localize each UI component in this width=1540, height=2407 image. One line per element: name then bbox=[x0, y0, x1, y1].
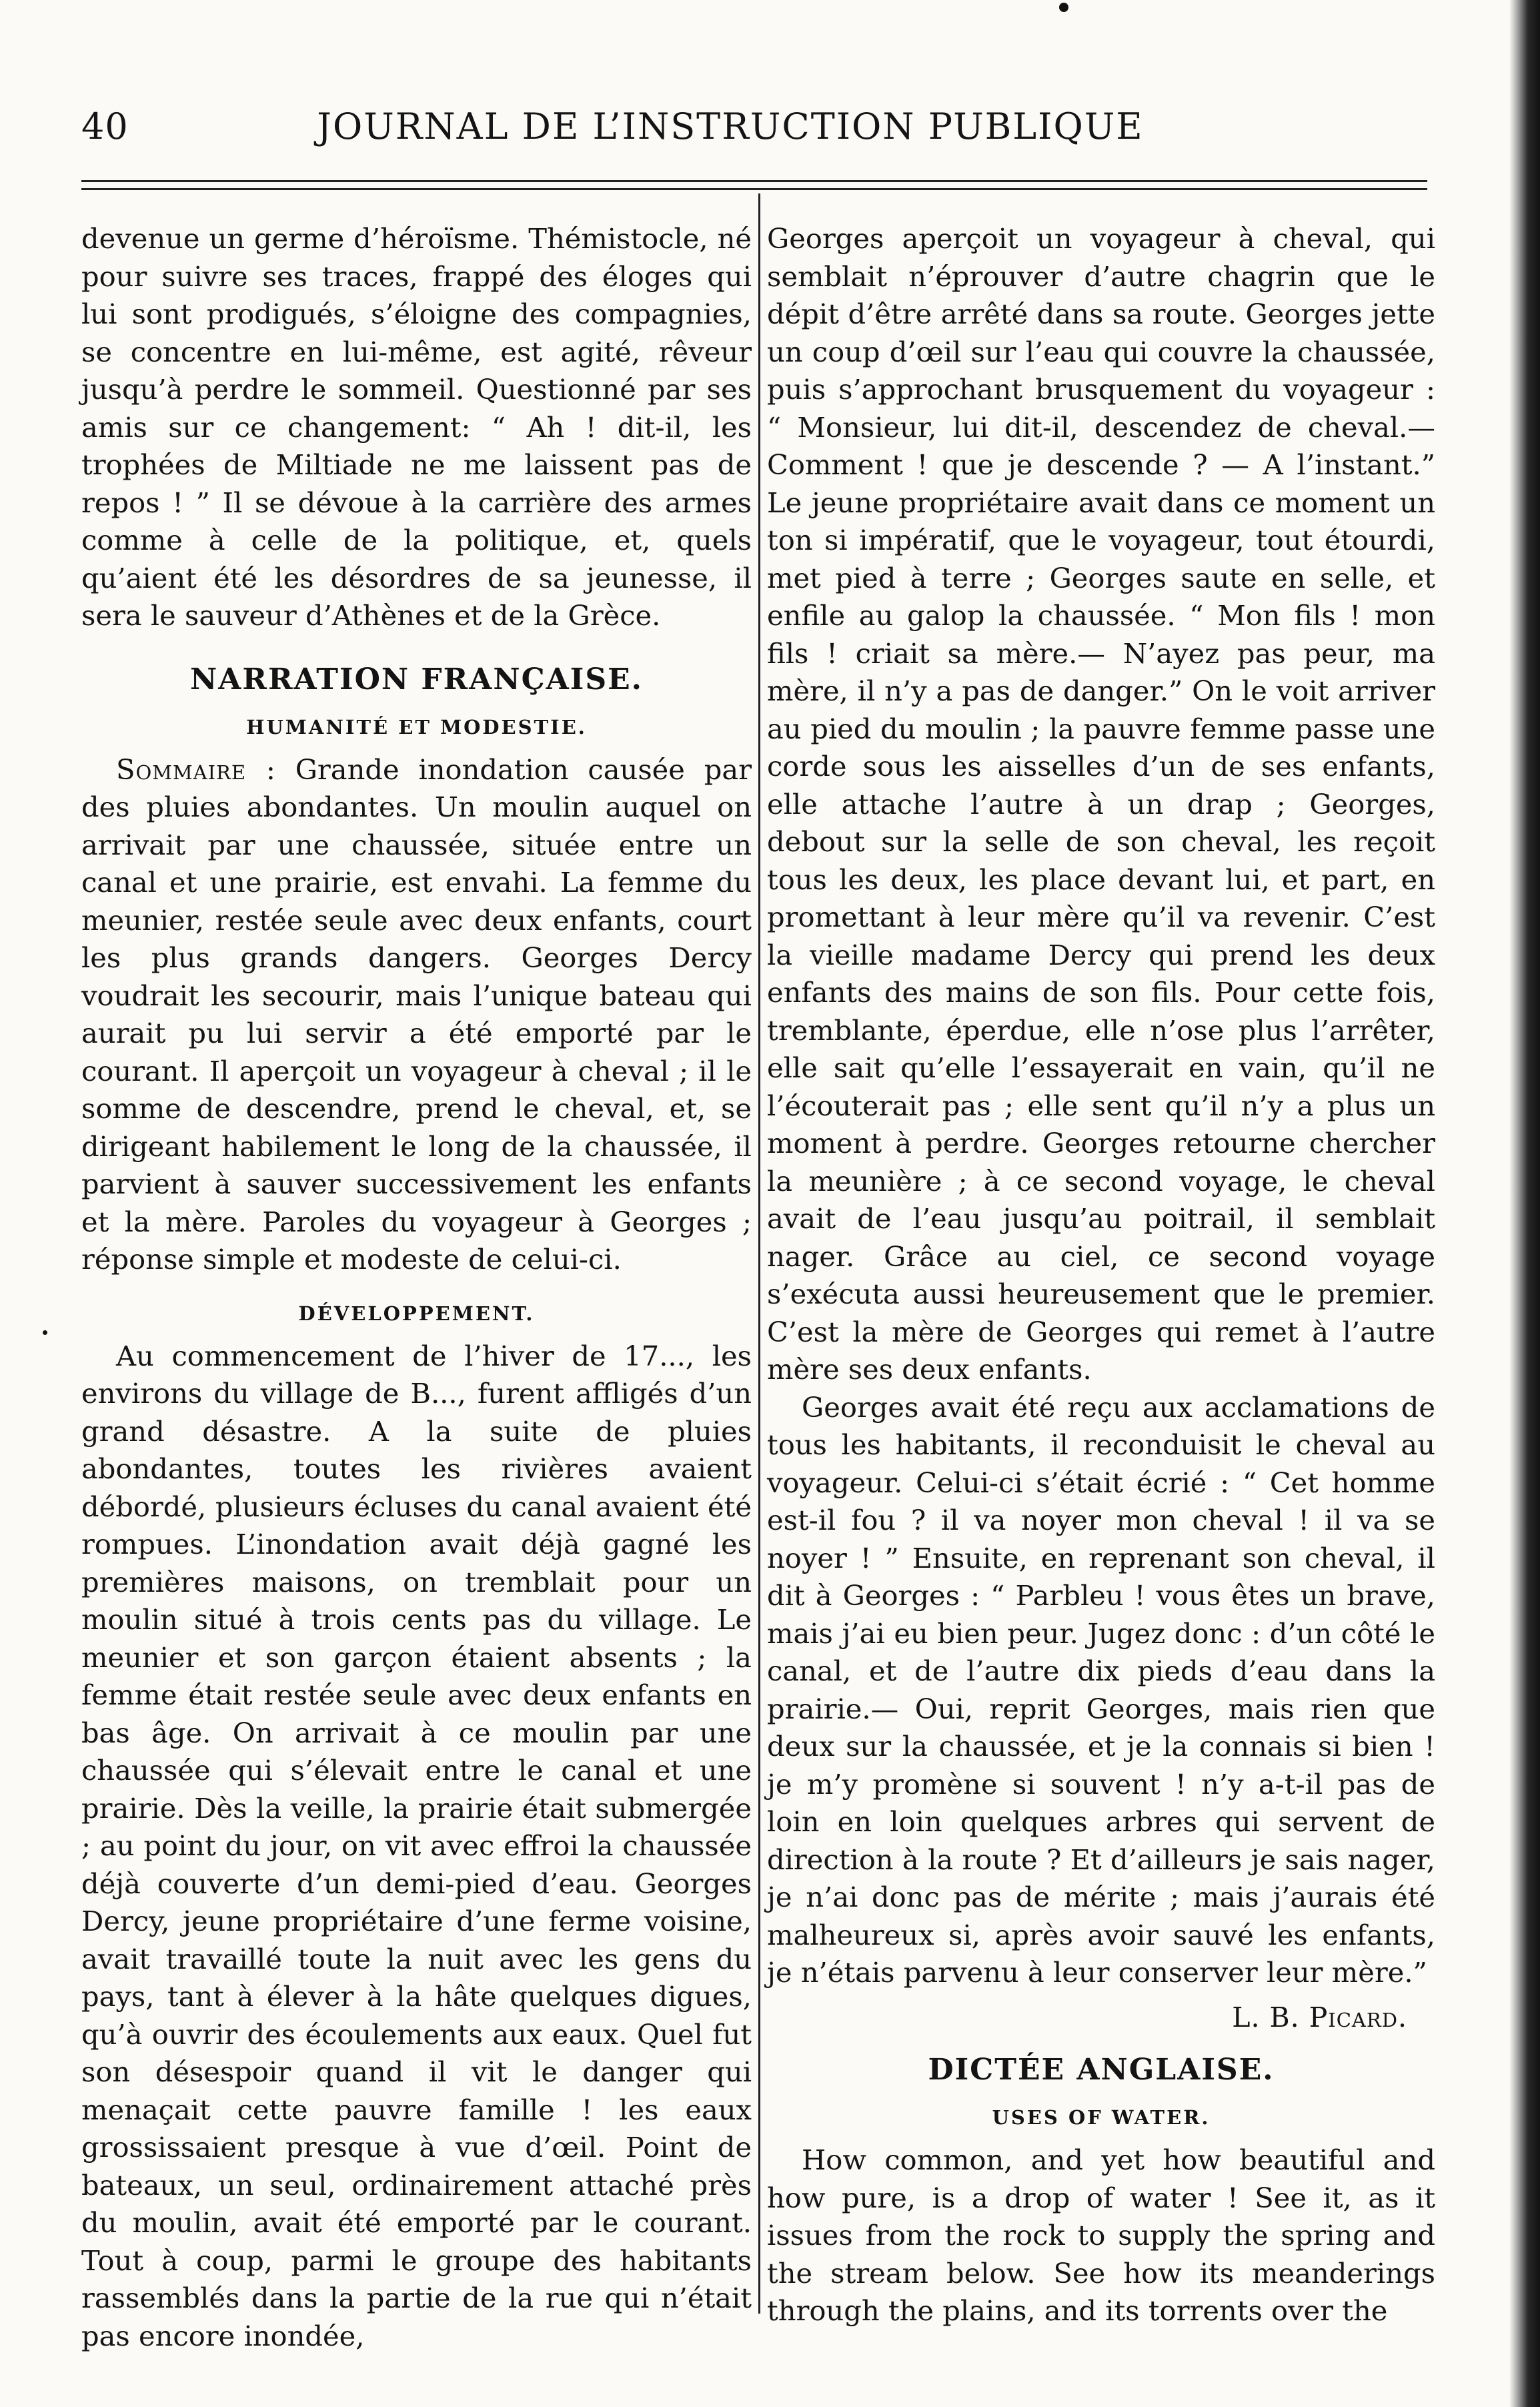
running-head: JOURNAL DE L’INSTRUCTION PUBLIQUE bbox=[317, 105, 1144, 147]
scan-edge bbox=[1509, 0, 1540, 2407]
page-number: 40 bbox=[81, 105, 129, 147]
margin-dot bbox=[1059, 3, 1068, 12]
right-column bbox=[767, 220, 1435, 2330]
continued-paragraph: Georges aperçoit un voyageur à cheval, qui semblait n’éprouver d’autre chagrin que le dépit d’être arrêté dans sa route. Georges jette un coup d’œil sur l’eau qui couvre la chaussée, puis s’approchant brusquement du voyageur : “ Monsieur, lui dit-il, descendez de cheval.— Comment ! que je descende ? — A l’instant.” Le jeune propriétaire avait dans ce moment un ton si impératif, que le voyageur, tout étourdi, met pied à terre ; Georges saute en selle, et enfile au galop la chaussée. “ Mon fils ! mon fils ! criait sa mère.— N’ayez pas peur, ma mère, il n’y a pas de danger.” On le voit arriver au pied du moulin ; la pauvre femme passe une corde sous les aisselles d’un de ses enfants, elle attache l’autre à un drap ; Georges, debout sur la selle de son cheval, les reçoit tous les deux, les place devant lui, et part, en promettant à leur mère qu’il va revenir. C’est la vieille madame Dercy qui prend les deux enfants des mains de son fils. Pour cette fois, tremblante, éperdue, elle n’ose plus l’arrêter, elle sait qu’elle l’essayerait en vain, qu’il ne l’écouterait pas ; elle sent qu’il n’y a plus un moment à perdre. Georges retourne chercher la meunière ; à ce second voyage, le cheval avait de l’eau jusqu’au poitrail, il semblait nager. Grâce au ciel, ce second voyage s’exécuta aussi heureusement que le premier. C’est la mère de Georges qui remet à l’autre mère ses deux enfants. bbox=[767, 222, 1435, 1386]
development-title: DÉVELOPPEMENT. bbox=[298, 1302, 535, 1325]
intro-paragraph: devenue un germe d’héroïsme. Thémistocle, né pour suivre ses traces, frappé des éloges qui lui sont prodigués, s’éloigne des compagnies, se concentre en lui-même, est agité, rêveur jusqu’à perdre le sommeil. Questionné par ses amis sur ce changement: “ Ah ! dit-il, les trophées de Miltiade ne me laissent pas de repos ! ” Il se dévoue à la carrière des armes comme à celle de la politique, et, quels qu’aient été les désordres de sa jeunesse, il sera le sauveur d’Athènes et de la Grèce. bbox=[81, 222, 752, 632]
development-paragraph: Au commencement de l’hiver de 17..., les environs du village de B..., furent affligés d’un grand désastre. A la suite de pluies abondantes, toutes les rivières avaient débordé, plusieurs écluses du canal avaient été rompues. L’inondation avait déjà gagné les premières maisons, on tremblait pour un moulin situé à trois cents pas du village. Le meunier et son garçon étaient absents ; la femme était restée seule avec deux enfants en bas âge. On arrivait à ce moulin par une chaussée qui s’élevait entre le canal et une prairie. Dès la veille, la prairie était submergée ; au point du jour, on vit avec effroi la chaussée déjà couverte d’un demi-pied d’eau. Georges Dercy, jeune propriétaire d’une ferme voisine, avait travaillé toute la nuit avec les gens du pays, tant à élever à la hâte quelques digues, qu’à ouvrir des écoulements aux eaux. Quel fut son désespoir quand il vit le danger qui menaçait cette pauvre famille ! les eaux grossissaient presque à vue d’œil. Point de bateaux, un seul, ordinairement attaché près du moulin, avait été emporté par le courant. Tout à coup, parmi le groupe des habitants rassemblés dans la partie de la rue qui n’était pas encore inondée, bbox=[81, 1339, 752, 2352]
english-paragraph: How common, and yet how beautiful and how pure, is a drop of water ! See it, as it issues from the rock to supply the spring and the stream below. See how its meanderings through the plains, and its torrents over the bbox=[767, 2143, 1435, 2327]
section-title: NARRATION FRANÇAISE. bbox=[190, 662, 643, 696]
author-signature: L. B. Picard. bbox=[1232, 2001, 1407, 2033]
column-divider bbox=[758, 193, 760, 2314]
section-subtitle: USES OF WATER. bbox=[992, 2106, 1211, 2129]
summary-label: Sommaire : bbox=[116, 753, 276, 786]
section-title: DICTÉE ANGLAISE. bbox=[928, 2053, 1275, 2087]
summary-text: Grande inondation causée par des pluies abondantes. Un moulin auquel on arrivait par une chaussée, située entre un canal et une prairie, est envahi. La femme du meunier, restée seule avec deux enfants, court les plus grands dangers. Georges Dercy voudrait les secourir, mais l’unique bateau qui aurait pu lui servir a été emporté par le courant. Il aperçoit un voyageur à cheval ; il le somme de descendre, prend le cheval, et, se dirigeant habilement le long de la chaussée, il parvient à sauver successivement les enfants et la mère. Paroles du voyageur à Georges ; réponse simple et modeste de celui-ci. bbox=[81, 753, 752, 1276]
summary-paragraph bbox=[81, 751, 752, 1279]
margin-dot bbox=[43, 1330, 47, 1335]
section-subtitle: HUMANITÉ ET MODESTIE. bbox=[246, 715, 587, 739]
second-paragraph: Georges avait été reçu aux acclamations de tous les habitants, il reconduisit le cheval au voyageur. Celui-ci s’était écrié : “ Cet homme est-il fou ? il va noyer mon cheval ! il va se noyer ! ” Ensuite, en reprenant son cheval, il dit à Georges : “ Parbleu ! vous êtes un brave, mais j’ai eu bien peur. Jugez donc : d’un côté le canal, et de l’autre dix pieds d’eau dans la prairie.— Oui, reprit Georges, mais rien que deux sur la chaussée, et je la connais si bien ! je m’y promène si souvent ! n’y a-t-il pas de loin en loin quelques arbres qui servent de direction à la route ? Et d’ailleurs je sais nager, je n’ai donc pas de mérite ; mais j’aurais été malheureux si, après avoir sauvé les enfants, je n’étais parvenu à leur conserver leur mère.” bbox=[767, 1390, 1435, 1989]
header-rule bbox=[81, 180, 1427, 182]
left-column bbox=[81, 220, 752, 2355]
header-rule bbox=[81, 188, 1427, 190]
